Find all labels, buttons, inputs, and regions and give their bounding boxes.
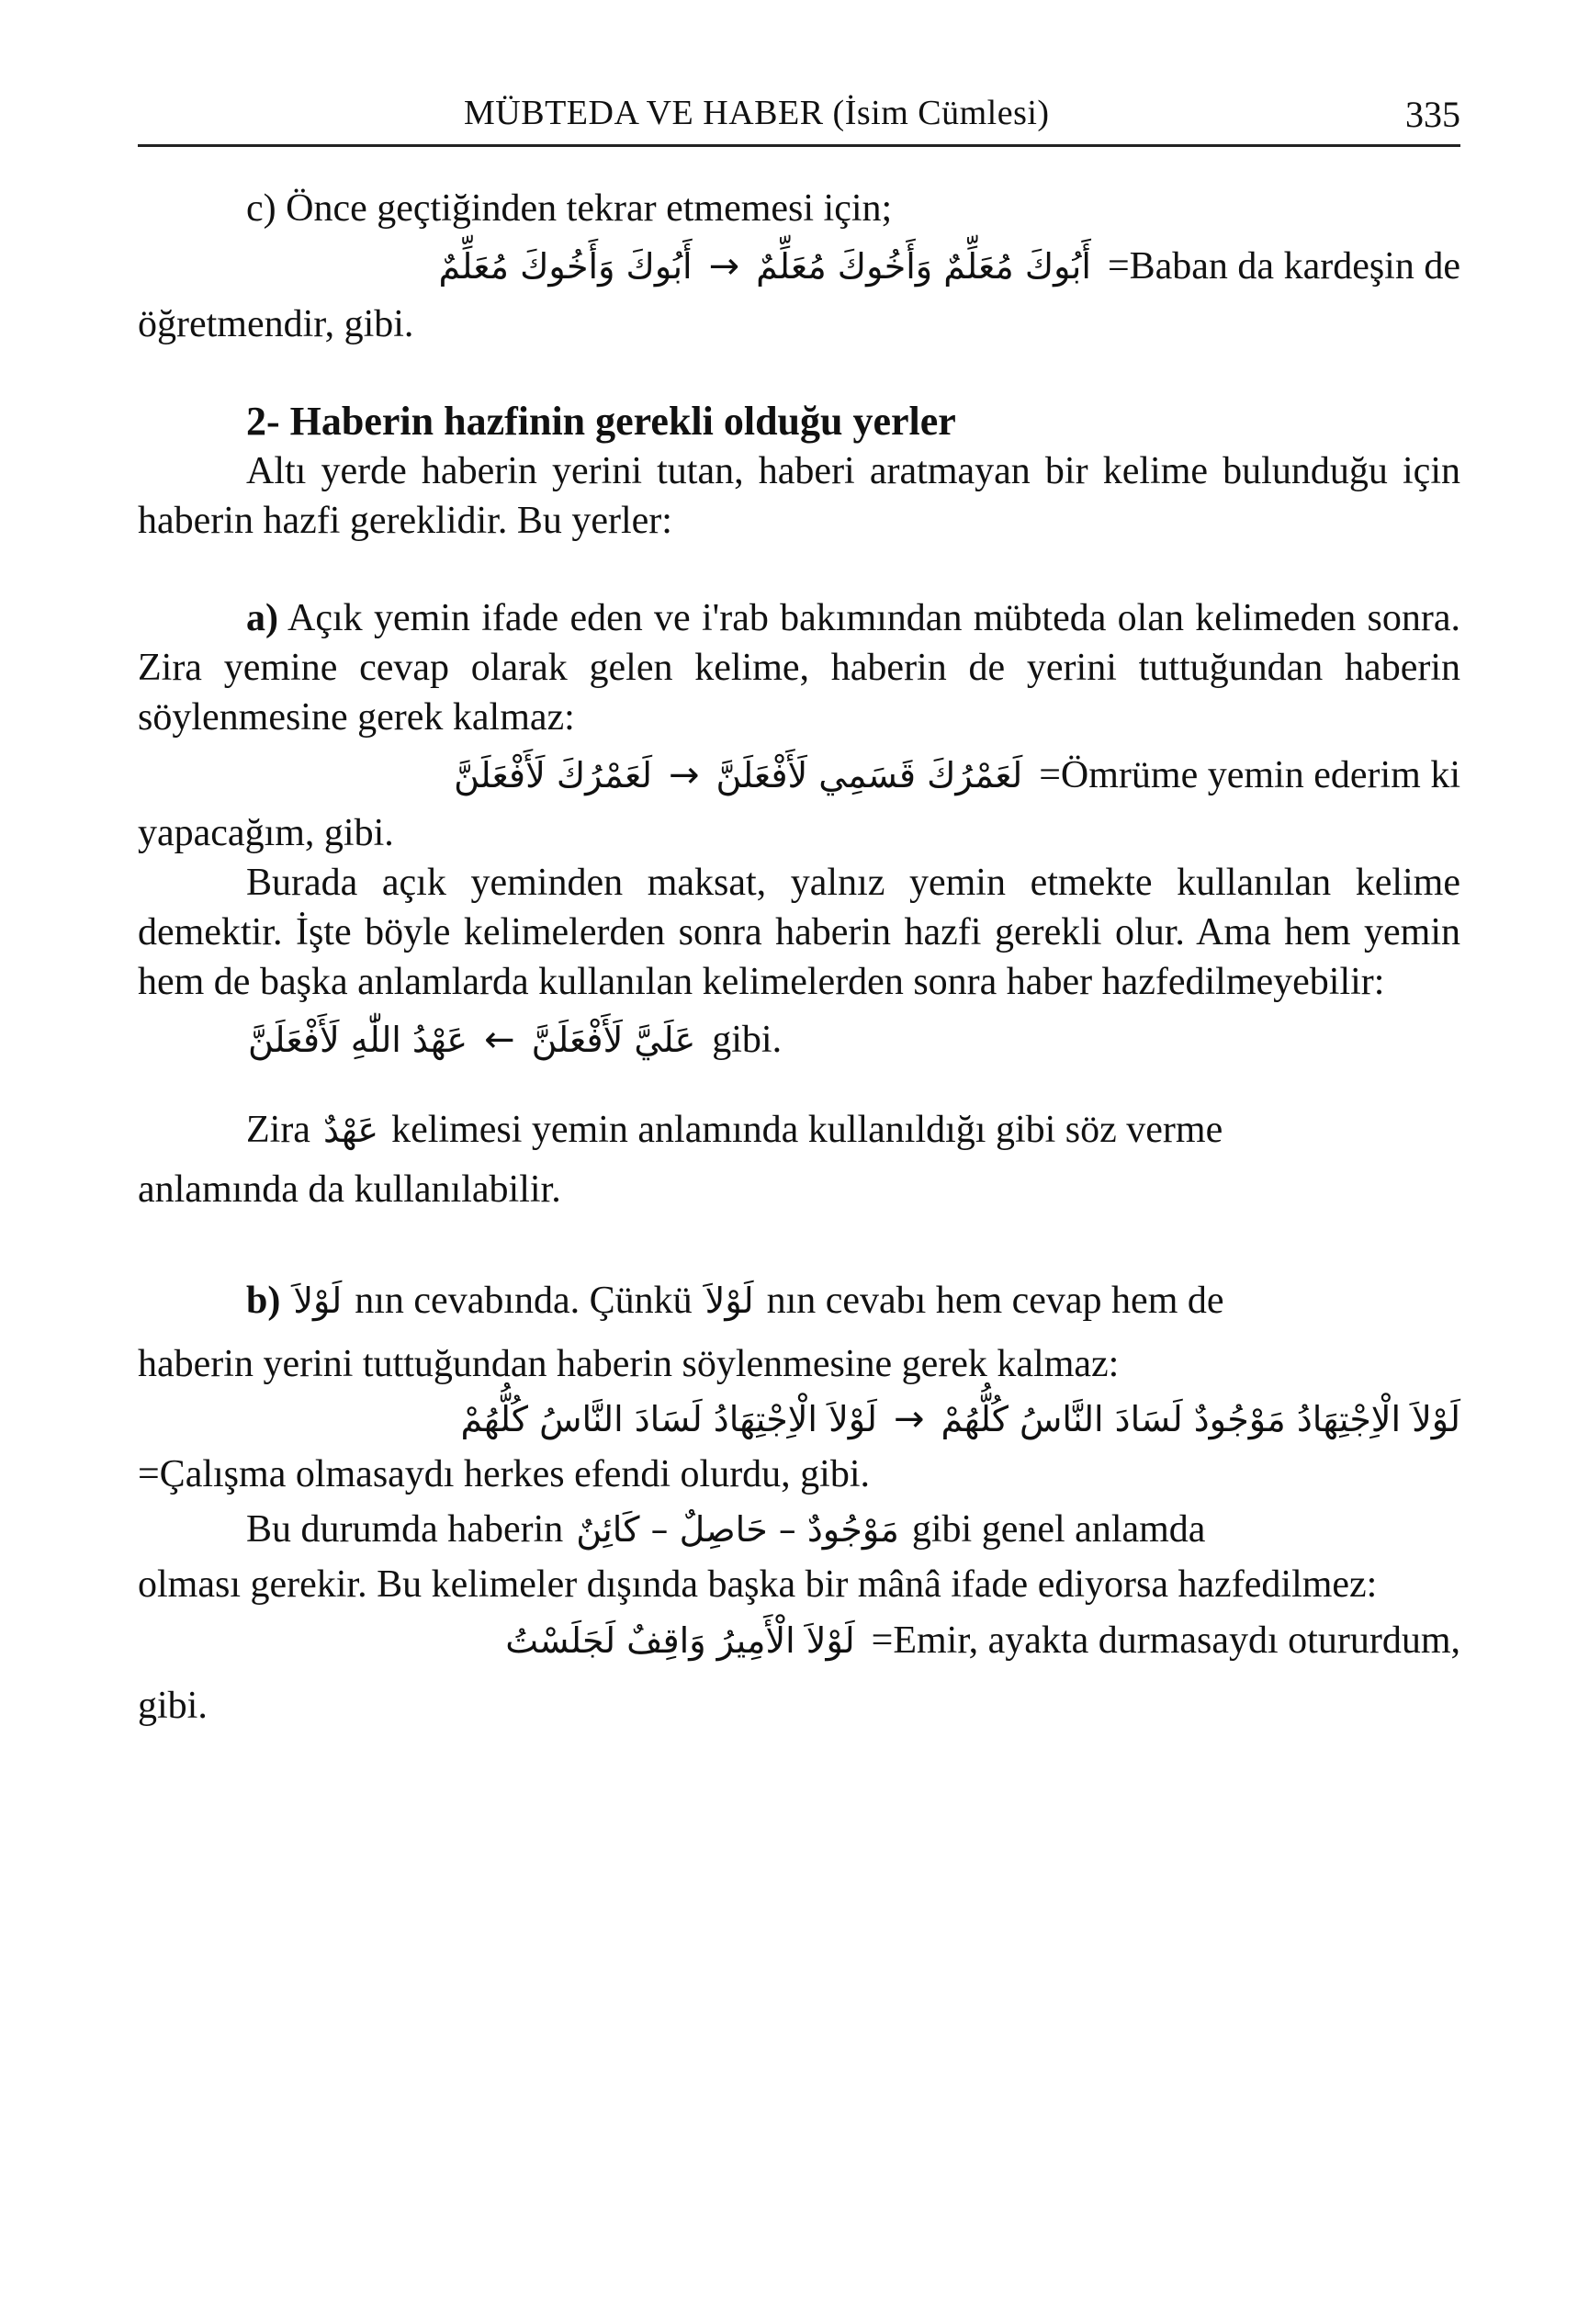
section-a-text2: Burada açık yeminden maksat, yalnız yemin etmekte kullanılan kelime demektir. İşte böyle kelimelerden sonra haberin hazfi gerekli olur. Ama hem yemin hem de başka anlamlarda kullanılan kelimelerden sonra haber hazfedilmeyebilir: — [138, 862, 1460, 1003]
arabic-lawla: لَوْلاَ — [293, 1280, 343, 1321]
arabic-words: مَوْجُودٌ – حَاصِلٌ – كَائِنٌ — [576, 1509, 899, 1550]
section-b-text-4a: Bu durumda haberin — [246, 1508, 564, 1551]
page-number: 335 — [1405, 94, 1460, 135]
section-b-text-1: nın cevabında. Çünkü — [355, 1280, 693, 1322]
arrow-icon: → — [893, 1398, 925, 1440]
section-2-text: Altı yerde haberin yerini tutan, haberi aratmayan bir kelime bulunduğu için haberin hazfi gereklidir. Bu yerler: — [138, 450, 1460, 542]
example-meaning: =Ömrüme yemin ederim ki — [1039, 754, 1460, 796]
zira-rest: kelimesi yemin anlamında kullanıldığı gibi söz verme — [391, 1109, 1223, 1151]
zira-line — [138, 1100, 1460, 1159]
section-heading: 2- Haberin hazfinin gerekli olduğu yerler — [246, 399, 956, 444]
arabic-example-b: عَهْدُ اللّٰهِ لَأَفْعَلَنَّ — [248, 1020, 468, 1060]
gibi-text: gibi. — [712, 1019, 783, 1061]
section-b-label: b) — [246, 1280, 281, 1322]
arrow-icon: → — [708, 245, 740, 288]
example-meaning: =Çalışma olmasaydı herkes efendi olurdu, gibi. — [138, 1453, 871, 1495]
section-a-example-2 — [138, 1007, 1460, 1073]
section-c-intro: c) Önce geçtiğinden tekrar etmemesi için; — [246, 187, 893, 230]
arrow-icon: → — [669, 754, 700, 796]
example-meaning: =Baban da kardeşin de — [1107, 245, 1460, 288]
arabic-example-full: أَبُوكَ مُعَلِّمٌ وَأَخُوكَ مُعَلِّمٌ — [756, 246, 1091, 287]
section-b-text-2: nın cevabı hem cevap hem de — [766, 1280, 1224, 1322]
page-body — [138, 184, 1460, 1731]
zira-cont: anlamında da kullanılabilir. — [138, 1168, 561, 1211]
section-a-example — [138, 742, 1460, 808]
zira-text: Zira — [246, 1109, 310, 1151]
arabic-example-full: لَوْلاَ الْاِجْتِهَادُ مَوْجُودٌ لَسَادَ النَّاسُ كُلُّهُمْ — [941, 1399, 1460, 1439]
arabic-word-ahd: عَهْدٌ — [322, 1110, 379, 1150]
arabic-example-full: لَعَمْرُكَ قَسَمِي لَأَفْعَلَنَّ — [716, 755, 1023, 795]
section-b-example — [138, 1389, 1460, 1450]
arabic-example-short: لَوْلاَ الْاِجْتِهَادُ لَسَادَ النَّاسُ كُلُّهُمْ — [460, 1399, 877, 1439]
section-a-paragraph — [138, 593, 1460, 742]
arabic-example: لَوْلاَ الْأَمِيرُ وَاقِفٌ لَجَلَسْتُ — [505, 1620, 855, 1661]
section-b-line-4 — [138, 1499, 1460, 1560]
page-header — [138, 87, 1460, 147]
example-meaning-cont: yapacağım, gibi. — [138, 812, 394, 854]
arabic-example-short: لَعَمْرُكَ لَأَفْعَلَنَّ — [454, 755, 653, 795]
example-meaning-cont: öğretmendir, gibi. — [138, 303, 414, 345]
section-b-text-3: haberin yerini tuttuğundan haberin söylenmesine gerek kalmaz: — [138, 1343, 1120, 1385]
section-c-example — [138, 233, 1460, 299]
arabic-example-short: أَبُوكَ وَأَخُوكَ مُعَلِّمٌ — [438, 246, 693, 287]
example-meaning-2: =Emir, ayakta durmasaydı otururdum, — [871, 1619, 1460, 1662]
section-a-text: Açık yemin ifade eden ve i'rab bakımından mübteda olan kelimeden sonra. Zira yemine cevap olarak gelen kelime, haberin de yerini tuttuğundan haberin söylenmesine gerek kalmaz: — [138, 597, 1461, 739]
arrow-left-icon: ← — [484, 1019, 515, 1061]
gibi-text: gibi. — [138, 1685, 208, 1727]
arabic-example-a: عَلَيَّ لَأَفْعَلَنَّ — [531, 1020, 696, 1060]
section-b-example-2 — [138, 1609, 1460, 1672]
section-b-line-1 — [138, 1271, 1460, 1330]
section-a-label: a) — [246, 597, 278, 639]
section-b-text-5: olması gerekir. Bu kelimeler dışında başka bir mânâ ifade ediyorsa hazfedilmez: — [138, 1563, 1378, 1606]
running-head: MÜBTEDA VE HABER (İsim Cümlesi) — [464, 94, 1050, 132]
arabic-lawla-2: لَوْلاَ — [704, 1280, 754, 1321]
section-b-text-4b: gibi genel anlamda — [911, 1508, 1206, 1551]
